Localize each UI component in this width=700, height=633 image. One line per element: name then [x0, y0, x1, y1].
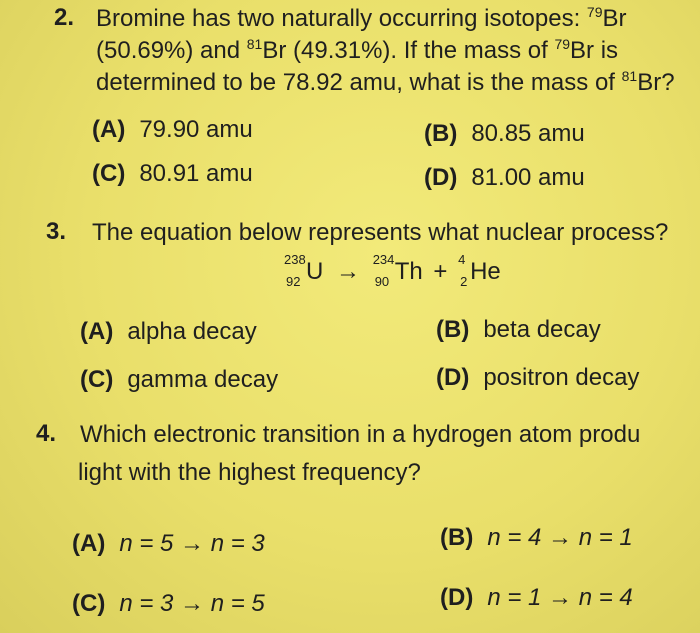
choice-a[interactable] — [80, 318, 257, 346]
stem-text: Br? — [637, 69, 675, 96]
question-stem-line: Which electronic transition in a hydrogen atom produ — [80, 421, 641, 448]
mass-number: 81 — [246, 36, 263, 52]
question-stem-line — [96, 4, 626, 34]
element-symbol: U — [306, 258, 324, 285]
question-stem-line: light with the highest frequency? — [78, 459, 421, 486]
atomic-number: 90 — [374, 274, 390, 289]
choice-text: alpha decay — [127, 318, 257, 345]
choice-text: 81.00 amu — [471, 164, 585, 191]
stem-text: Br is — [570, 37, 619, 64]
thorium-nuclide — [372, 252, 423, 289]
choice-text: gamma decay — [127, 366, 279, 393]
choice-text: n = 3 → n = 5 — [119, 590, 265, 617]
atomic-number: 92 — [286, 274, 301, 289]
choice-label: (D) — [436, 364, 470, 391]
choice-label: (B) — [424, 120, 458, 147]
stem-text: determined to be 78.92 amu, what is the mass of — [96, 69, 615, 96]
mass-number: 79 — [554, 36, 571, 52]
mass-number: 238 — [284, 252, 306, 267]
question-stem-line: The equation below represents what nuclear process? — [92, 219, 669, 246]
choice-text: beta decay — [483, 316, 601, 343]
question-number: 3. — [46, 218, 67, 245]
plus-sign: + — [433, 258, 448, 285]
choice-text: positron decay — [483, 364, 640, 391]
stem-text: (50.69%) and — [96, 37, 241, 64]
choice-text: n = 1 → n = 4 — [487, 584, 633, 611]
choice-label: (B) — [436, 316, 470, 343]
choice-a[interactable] — [92, 116, 253, 144]
atomic-number: 2 — [460, 274, 468, 289]
choice-label: (C) — [72, 590, 106, 617]
stem-text: Bromine has two naturally occurring isotopes: — [96, 5, 581, 32]
question-number: 2. — [54, 4, 75, 31]
choice-label: (C) — [92, 160, 126, 187]
choice-text: 80.91 amu — [139, 160, 253, 187]
choice-b[interactable] — [436, 316, 601, 344]
choice-text: n = 4 → n = 1 — [487, 524, 633, 551]
question-stem-line — [96, 36, 618, 66]
question-number: 4. — [36, 420, 57, 447]
choice-text: n = 5 → n = 3 — [119, 530, 265, 557]
choice-label: (A) — [92, 116, 126, 143]
element-symbol: He — [470, 258, 501, 285]
mass-number: 79 — [586, 4, 603, 20]
choice-c[interactable] — [92, 160, 253, 188]
question-stem-line — [96, 68, 675, 98]
helium-nuclide — [458, 252, 501, 289]
choice-label: (A) — [72, 530, 106, 557]
choice-b[interactable] — [440, 524, 633, 552]
mass-number: 234 — [372, 252, 395, 267]
choice-text: 80.85 amu — [471, 120, 585, 147]
choice-label: (C) — [80, 366, 114, 393]
choice-a[interactable] — [72, 530, 265, 558]
choice-d[interactable] — [424, 164, 585, 192]
stem-text: Br (49.31%). If the mass of — [262, 37, 548, 64]
element-symbol: Th — [394, 258, 423, 285]
choice-c[interactable] — [72, 590, 265, 618]
mass-number: 81 — [621, 68, 638, 84]
choice-b[interactable] — [424, 120, 585, 148]
choice-label: (D) — [440, 584, 474, 611]
choice-d[interactable] — [436, 364, 639, 392]
choice-d[interactable] — [440, 584, 633, 612]
uranium-nuclide — [284, 252, 324, 289]
arrow-icon: → — [336, 258, 361, 285]
choice-label: (B) — [440, 524, 474, 551]
nuclear-equation — [284, 252, 501, 289]
element-symbol: Br — [602, 5, 627, 32]
choice-text: 79.90 amu — [139, 116, 253, 143]
choice-label: (A) — [80, 318, 114, 345]
mass-number: 4 — [458, 252, 466, 267]
choice-label: (D) — [424, 164, 458, 191]
choice-c[interactable] — [80, 366, 278, 394]
